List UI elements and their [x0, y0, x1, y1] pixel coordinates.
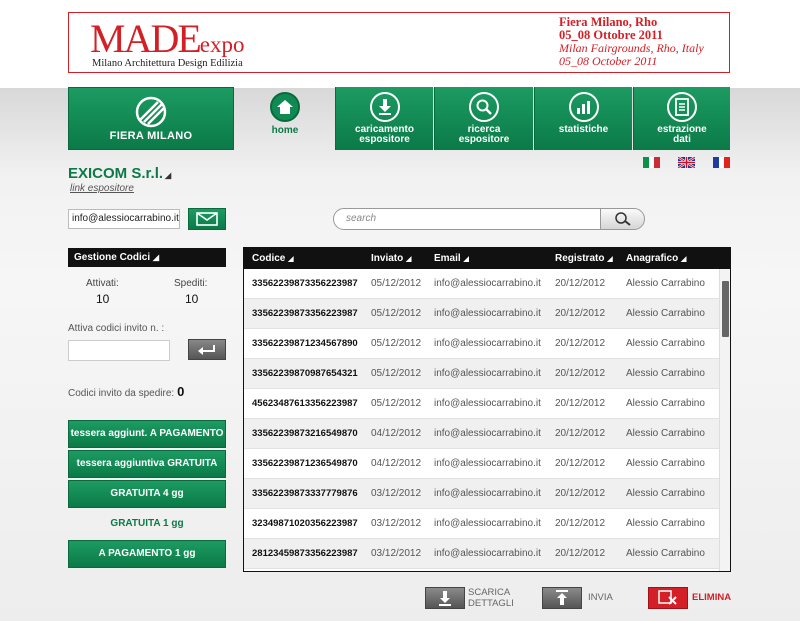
cell-anagrafico: Alessio Carrabino	[626, 428, 705, 439]
search-input[interactable]: search	[333, 208, 601, 230]
cell-email: info@alessiocarrabino.it	[434, 368, 541, 379]
invia-label: INVIA	[588, 592, 613, 603]
tessera-gratuita-button[interactable]: tessera aggiuntiva GRATUITA	[68, 450, 226, 478]
scrollbar-thumb[interactable]	[722, 281, 729, 337]
cell-registrato: 20/12/2012	[555, 548, 606, 559]
column-codice-label: Codice	[252, 253, 286, 264]
cell-codice: 28123459873356223987	[252, 548, 358, 559]
scarica-label-2: DETTAGLI	[468, 598, 514, 609]
nav-caricamento-label-2: espositore	[359, 134, 410, 145]
download-arrow-icon	[370, 92, 400, 122]
company-name-text: EXICOM S.r.l.	[68, 165, 164, 182]
cell-registrato: 20/12/2012	[555, 458, 606, 469]
table-row[interactable]	[244, 479, 720, 509]
event-dates-it: 05_08 Ottobre 2011	[559, 28, 663, 42]
scarica-dettagli-button[interactable]	[425, 587, 465, 609]
link-espositore[interactable]: link espositore	[70, 183, 134, 194]
cell-anagrafico: Alessio Carrabino	[626, 278, 705, 289]
pagamento-1gg-button[interactable]: A PAGAMENTO 1 gg	[68, 540, 226, 568]
nav-ricerca-label-2: espositore	[458, 134, 510, 145]
codici-da-spedire-label: Codici invito da spedire:	[68, 388, 175, 399]
cell-registrato: 20/12/2012	[555, 428, 606, 439]
magnifier-icon	[469, 92, 499, 122]
codici-da-spedire	[68, 384, 184, 399]
fiera-milano-mark-icon	[132, 96, 170, 128]
sort-icon: ◢	[607, 256, 613, 263]
cell-inviato: 04/12/2012	[371, 458, 422, 469]
table-row[interactable]	[244, 359, 720, 389]
envelope-icon	[196, 212, 218, 226]
cell-codice: 33562239870987654321	[252, 368, 358, 379]
spediti-value: 10	[185, 292, 199, 306]
cell-inviato: 05/12/2012	[371, 338, 422, 349]
cell-email: info@alessiocarrabino.it	[434, 308, 541, 319]
attivati-label: Attivati:	[86, 278, 119, 289]
cell-email: info@alessiocarrabino.it	[434, 488, 541, 499]
attivati-value: 10	[96, 292, 110, 306]
cell-email: info@alessiocarrabino.it	[434, 398, 541, 409]
cell-anagrafico: Alessio Carrabino	[626, 398, 705, 409]
elimina-label: ELIMINA	[692, 592, 732, 603]
invite-submit-button[interactable]	[188, 339, 226, 360]
bar-chart-icon	[569, 92, 599, 122]
company-name	[68, 165, 171, 182]
cell-codice: 33562239873356223987	[252, 308, 358, 319]
codici-da-spedire-value: 0	[177, 384, 185, 399]
column-registrato-label: Registrato	[555, 253, 605, 264]
spediti-label: Spediti:	[174, 278, 208, 289]
table-row[interactable]	[244, 329, 720, 359]
nav-estrazione-label-1: estrazione	[657, 124, 707, 135]
cell-email: info@alessiocarrabino.it	[434, 278, 541, 289]
event-info	[559, 16, 704, 68]
gestione-codici-header	[68, 248, 226, 267]
table-row[interactable]	[244, 389, 720, 419]
delete-icon	[658, 590, 678, 606]
cell-anagrafico: Alessio Carrabino	[626, 308, 705, 319]
cell-codice: 32349871020356223987	[252, 518, 358, 529]
french-flag-icon[interactable]	[713, 157, 730, 168]
cell-email: info@alessiocarrabino.it	[434, 338, 541, 349]
cell-registrato: 20/12/2012	[555, 308, 606, 319]
uk-flag-icon[interactable]	[678, 157, 695, 168]
download-icon	[438, 590, 452, 606]
column-email-label: Email	[434, 253, 461, 264]
column-email[interactable]	[434, 248, 469, 270]
cell-codice: 33562239871234567890	[252, 338, 358, 349]
nav-home-label: home	[271, 125, 299, 136]
cell-email: info@alessiocarrabino.it	[434, 518, 541, 529]
cell-email: info@alessiocarrabino.it	[434, 548, 541, 559]
nav-estrazione-label-2: dati	[673, 134, 691, 145]
triangle-icon: ◢	[152, 253, 160, 262]
email-field[interactable]: info@alessiocarrabino.it	[68, 209, 180, 229]
enter-arrow-icon	[197, 344, 217, 356]
logo-subtitle: Milano Architettura Design Edilizia	[92, 58, 243, 69]
nav-caricamento-label-1: caricamento	[355, 124, 414, 135]
sort-icon: ◢	[288, 256, 294, 263]
nav-home[interactable]	[236, 87, 334, 150]
italian-flag-icon[interactable]	[643, 157, 660, 168]
event-location-it: Fiera Milano, Rho	[559, 15, 658, 29]
event-banner	[68, 12, 730, 73]
cell-anagrafico: Alessio Carrabino	[626, 338, 705, 349]
cell-inviato: 05/12/2012	[371, 398, 422, 409]
gestione-codici-title: Gestione Codici	[74, 252, 151, 263]
cell-anagrafico: Alessio Carrabino	[626, 458, 705, 469]
elimina-button[interactable]	[648, 587, 688, 609]
tessera-pagamento-button[interactable]: tessera aggiunt. A PAGAMENTO	[68, 420, 226, 448]
cell-registrato: 20/12/2012	[555, 278, 606, 289]
sort-icon: ◢	[406, 256, 412, 263]
cell-registrato: 20/12/2012	[555, 338, 606, 349]
cell-email: info@alessiocarrabino.it	[434, 428, 541, 439]
invite-codes-label: Attiva codici invito n. :	[68, 323, 165, 334]
cell-inviato: 03/12/2012	[371, 518, 422, 529]
nav-ricerca-label-1: ricerca	[467, 124, 501, 135]
invia-button[interactable]	[542, 587, 582, 609]
gratuita-1gg-button[interactable]: GRATUITA 1 gg	[110, 518, 184, 529]
column-anagrafico[interactable]	[626, 248, 686, 270]
nav-ricerca-espositore[interactable]	[434, 87, 533, 150]
codes-table	[243, 247, 731, 572]
table-row[interactable]	[244, 449, 720, 479]
gratuita-4gg-button[interactable]: GRATUITA 4 gg	[68, 480, 226, 508]
table-row[interactable]	[244, 539, 720, 569]
cell-registrato: 20/12/2012	[555, 368, 606, 379]
fiera-milano-label: FIERA MILANO	[109, 129, 193, 142]
table-row[interactable]	[244, 419, 720, 449]
cell-codice: 33562239871236549870	[252, 458, 358, 469]
column-inviato-label: Inviato	[371, 253, 404, 264]
logo-expo-text: expo	[199, 32, 245, 57]
column-inviato[interactable]	[371, 248, 411, 270]
upload-icon	[555, 590, 569, 606]
cell-anagrafico: Alessio Carrabino	[626, 518, 705, 529]
table-header	[244, 248, 731, 269]
cell-codice: 33562239873337779876	[252, 488, 358, 499]
nav-caricamento-espositore[interactable]	[335, 87, 433, 150]
triangle-icon: ◢	[165, 171, 172, 180]
cell-registrato: 20/12/2012	[555, 518, 606, 529]
column-registrato[interactable]	[555, 248, 613, 270]
home-icon	[270, 92, 300, 122]
sort-icon: ◢	[463, 256, 469, 263]
sort-icon: ◢	[681, 256, 687, 263]
fiera-milano-logo-button[interactable]	[68, 87, 234, 150]
table-scrollbar[interactable]	[719, 269, 730, 572]
cell-email: info@alessiocarrabino.it	[434, 458, 541, 469]
cell-registrato: 20/12/2012	[555, 488, 606, 499]
cell-anagrafico: Alessio Carrabino	[626, 488, 705, 499]
invite-codes-input[interactable]	[68, 340, 170, 361]
cell-inviato: 05/12/2012	[371, 368, 422, 379]
cell-codice: 33562239873216549870	[252, 428, 358, 439]
cell-anagrafico: Alessio Carrabino	[626, 548, 705, 559]
send-email-button[interactable]	[188, 208, 226, 230]
cell-codice: 33562239873356223987	[252, 278, 358, 289]
search-button[interactable]	[600, 208, 645, 230]
cell-registrato: 20/12/2012	[555, 398, 606, 409]
scarica-label-1: SCARICA	[468, 587, 511, 598]
cell-codice: 45623487613356223987	[252, 398, 358, 409]
nav-estrazione-dati[interactable]	[633, 87, 730, 150]
table-row[interactable]	[244, 269, 720, 299]
logo-made-text: MADE	[90, 16, 200, 61]
cell-inviato: 05/12/2012	[371, 308, 422, 319]
column-anagrafico-label: Anagrafico	[626, 253, 679, 264]
search-icon	[614, 211, 632, 227]
table-row[interactable]	[244, 509, 720, 539]
cell-inviato: 05/12/2012	[371, 278, 422, 289]
cell-anagrafico: Alessio Carrabino	[626, 368, 705, 379]
event-dates-en: 05_08 October 2011	[559, 54, 658, 68]
scarica-dettagli-label	[468, 587, 514, 609]
table-row[interactable]	[244, 299, 720, 329]
cell-inviato: 04/12/2012	[371, 428, 422, 439]
document-icon	[667, 92, 697, 122]
nav-statistiche[interactable]	[534, 87, 632, 150]
column-codice[interactable]	[252, 248, 294, 270]
cell-inviato: 03/12/2012	[371, 548, 422, 559]
cell-inviato: 03/12/2012	[371, 488, 422, 499]
nav-statistiche-label: statistiche	[558, 124, 609, 135]
event-location-en: Milan Fairgrounds, Rho, Italy	[559, 41, 704, 55]
